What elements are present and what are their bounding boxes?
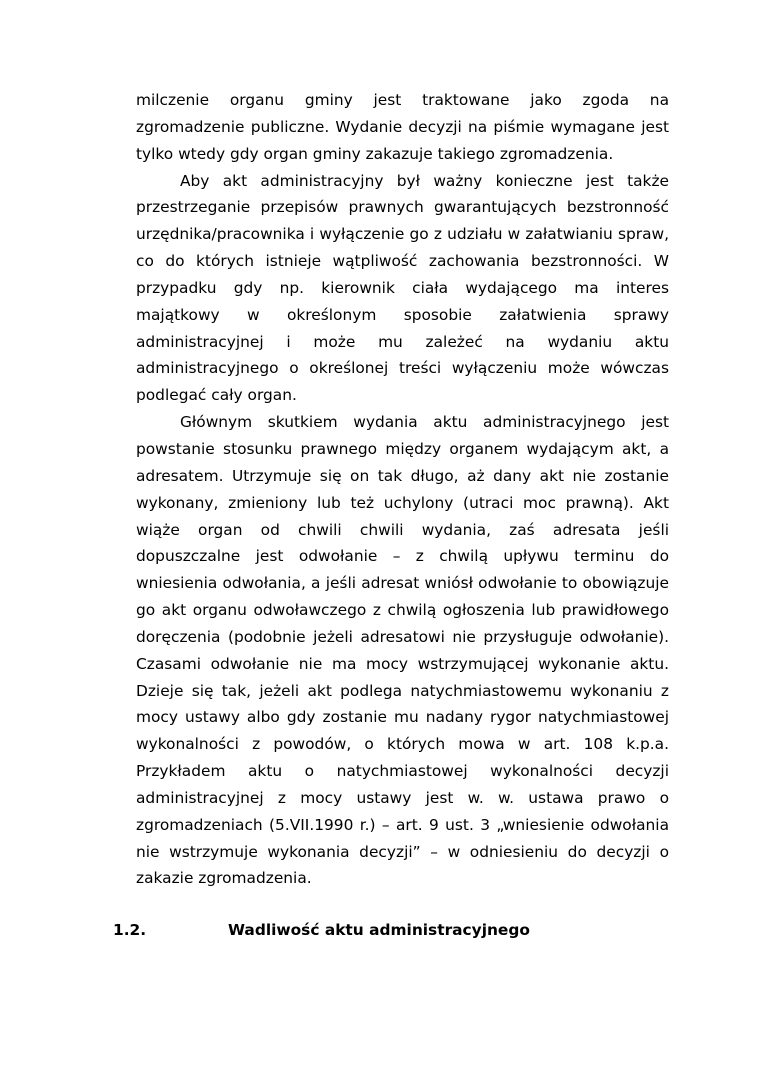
paragraph-legal-effects: Głównym skutkiem wydania aktu administracyjnego jest powstanie stosunku prawnego między organem wydającym akt, a adresatem. Utrzymuje się on tak długo, aż dany akt nie zostanie wykonany, zmieniony lub też uchylony (utraci moc prawną). Akt wiąże organ od chwili chwili wydania, zaś adresata jeśli dopuszczalne jest odwołanie – z chwilą upływu terminu do wniesienia odwołania, a jeśli adresat wniósł odwołanie to obowiązuje go akt organu odwoławczego z chwilą ogłoszenia lub prawidłowego doręczenia (podobnie jeżeli adresatowi nie przysługuje odwołanie). Czasami odwołanie nie ma mocy wstrzymującej wykonanie aktu. Dzieje się tak, jeżeli akt podlega natychmiastowemu wykonaniu z mocy ustawy albo gdy zostanie mu nadany rygor natychmiastowej wykonalności z powodów, o których mowa w art. 108 k.p.a. Przykładem aktu o natychmiastowej wykonalności decyzji administracyjnej z mocy ustawy jest w. w. ustawa prawo o zgromadzeniach (5.VII.1990 r.) – art. 9 ust. 3 „wniesienie odwołania nie wstrzymuje wykonania decyzji” – w odniesieniu do decyzji o zakazie zgromadzenia. (136, 413, 669, 888)
section-title: Wadliwość aktu administracyjnego (228, 921, 530, 939)
section-number: 1.2. (113, 921, 147, 939)
body-text (136, 87, 669, 892)
paragraph-continuation: milczenie organu gminy jest traktowane jako zgoda na zgromadzenie publiczne. Wydanie decyzji na piśmie wymagane jest tylko wtedy gdy organ gminy zakazuje takiego zgromadzenia. (136, 91, 669, 163)
paragraph-impartiality: Aby akt administracyjny był ważny konieczne jest także przestrzeganie przepisów prawnych gwarantujących bezstronność urzędnika/pracownika i wyłączenie go z udziału w załatwianiu spraw, co do których istnieje wątpliwość zachowania bezstronności. W przypadku gdy np. kierownik ciała wydającego ma interes majątkowy w określonym sposobie załatwienia sprawy administracyjnej i może mu zależeć na wydaniu aktu administracyjnego o określonej treści wyłączeniu może wówczas podlegać cały organ. (136, 171, 669, 405)
